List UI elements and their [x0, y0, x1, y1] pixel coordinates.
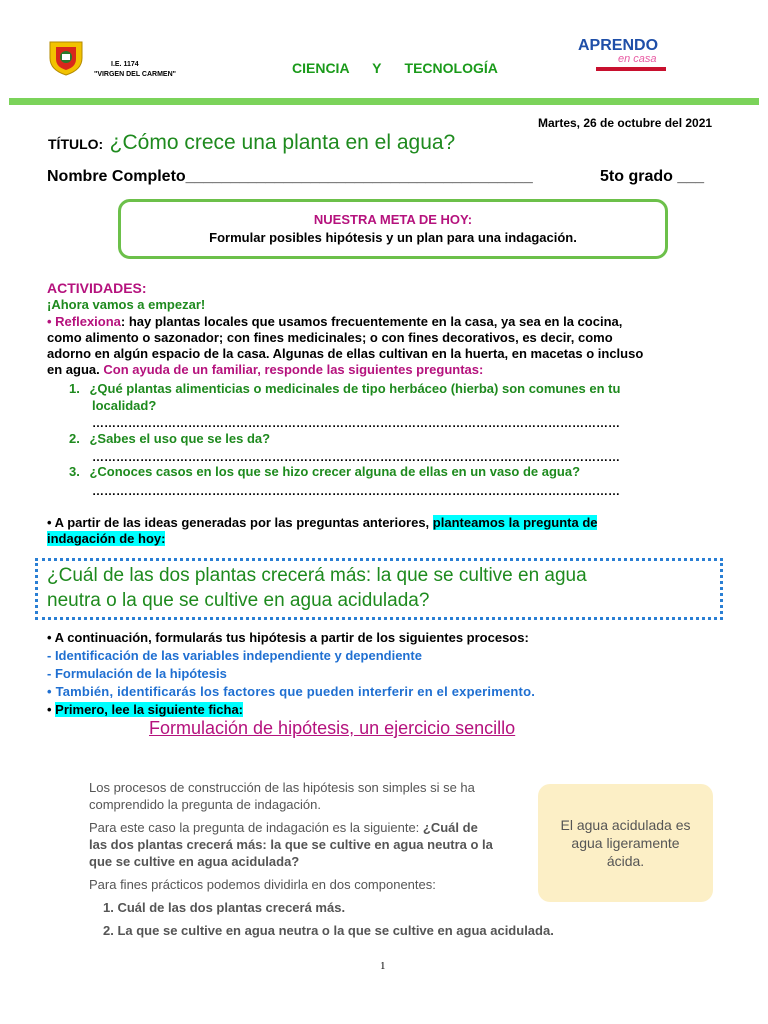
reflect-paragraph: [47, 314, 737, 378]
ficha-p2-bold: ¿Cuál de: [422, 820, 478, 835]
ficha-p1-line-1: Los procesos de construcción de las hipótesis son simples si se ha: [89, 780, 475, 795]
first-instruction-text: Primero, lee la siguiente ficha:: [55, 702, 244, 717]
goal-text: Formular posibles hipótesis y un plan para una indagación.: [209, 230, 577, 245]
hypothesis-item-3: • También, identificarás los factores que pueden interferir en el experimento.: [47, 684, 536, 699]
grade-line: 5to grado ___: [600, 168, 705, 185]
reflect-line-4: en agua.: [47, 362, 100, 377]
ficha-item-1: 1. Cuál de las dos plantas crecerá más.: [103, 900, 346, 915]
question-3-text: ¿Conoces casos en los que se hizo crecer alguna de ellas en un vaso de agua?: [89, 464, 581, 479]
inquiry-intro: [47, 515, 597, 547]
ficha-item-2: 2. La que se cultive en agua neutra o la que se cultive en agua acidulada.: [103, 923, 554, 938]
reflect-label: • Reflexiona: [47, 314, 121, 329]
question-3-number: 3.: [69, 464, 80, 479]
title-label: TÍTULO: [48, 136, 99, 152]
question-2-number: 2.: [69, 431, 80, 446]
en-casa-logo-text: en casa: [618, 53, 657, 65]
title-row: [48, 131, 455, 155]
ficha-p3: Para fines prácticos podemos dividirla en dos componentes:: [89, 877, 436, 892]
school-name: "VIRGEN DEL CARMEN": [94, 71, 176, 78]
ficha-title: Formulación de hipótesis, un ejercicio sencillo: [149, 718, 516, 738]
school-crest-logo: [46, 38, 86, 76]
inquiry-intro-text: • A partir de las ideas generadas por las preguntas anteriores,: [47, 515, 433, 530]
activities-heading: ACTIVIDADES:: [47, 280, 147, 296]
answer-line-2[interactable]: ……………………………………………………………………………………………………………………: [92, 450, 620, 464]
inquiry-intro-highlight: planteamos la pregunta de: [432, 515, 598, 530]
question-1-text: ¿Qué plantas alimenticias o medicinales de tipo herbáceo (hierba) son comunes en tu: [89, 381, 621, 396]
goal-box: [118, 199, 668, 259]
question-1-number: 1.: [69, 381, 80, 396]
ficha-p1-line-2: comprendido la pregunta de indagación.: [89, 797, 322, 812]
name-line: Nombre Completo_______________________________________: [47, 168, 533, 185]
hypothesis-intro: • A continuación, formularás tus hipótesis a partir de los siguientes procesos:: [47, 630, 529, 645]
reflect-instruction: Con ayuda de un familiar, responde las siguientes preguntas:: [99, 362, 484, 377]
question-1-text-2: localidad?: [92, 398, 157, 413]
inquiry-question-line-2: neutra o la que se cultive en agua acidulada?: [47, 590, 430, 611]
reflect-text: : hay plantas locales que usamos frecuentemente en la casa, ya sea en la cocina,: [120, 314, 623, 329]
acidulated-water-note: [538, 784, 713, 902]
question-1: [69, 380, 620, 414]
header-divider: [9, 98, 759, 105]
ficha-p2-line-2: las dos plantas crecerá más: la que se cultive en agua neutra o la: [89, 837, 493, 852]
activities-start: ¡Ahora vamos a empezar!: [47, 297, 206, 312]
school-code: I.E. 1174: [111, 61, 139, 68]
ficha-p2-line-1: Para este caso la pregunta de indagación es la siguiente:: [89, 820, 423, 835]
inquiry-intro-highlight-2: indagación de hoy:: [47, 531, 166, 546]
title-colon: :: [98, 136, 104, 152]
hypothesis-item-1: - Identificación de las variables independiente y dependiente: [47, 648, 422, 663]
aprendo-logo-text: APRENDO: [578, 37, 659, 54]
title-text: ¿Cómo crece una planta en el agua?: [109, 131, 456, 154]
acidulated-water-note-text: El agua acidulada es agua ligeramente ácida.: [560, 817, 691, 869]
answer-line-3[interactable]: ……………………………………………………………………………………………………………………: [92, 484, 620, 498]
hypothesis-item-2: - Formulación de la hipótesis: [47, 666, 227, 681]
date: Martes, 26 de octubre del 2021: [538, 116, 713, 130]
answer-line-1[interactable]: ……………………………………………………………………………………………………………………: [92, 416, 620, 430]
subject-title: CIENCIA Y TECNOLOGÍA: [292, 60, 498, 76]
question-2-text: ¿Sabes el uso que se les da?: [89, 431, 271, 446]
inquiry-question-box: [35, 558, 723, 620]
page-number: 1: [380, 960, 386, 972]
reflect-line-2: como alimento o sazonador; con fines medicinales; o con fines decorativos, es decir, como: [47, 330, 613, 345]
question-3: [69, 464, 580, 479]
first-instruction: [47, 702, 243, 717]
first-bullet: •: [47, 702, 56, 717]
reflect-line-3: adorno en algún espacio de la casa. Algunas de ellas cultivan en la huerta, en macetas o incluso: [47, 346, 644, 361]
inquiry-question-line-1: ¿Cuál de las dos plantas crecerá más: la que se cultive en agua: [47, 565, 587, 586]
aprendo-en-casa-logo: [578, 38, 688, 74]
question-2: [69, 431, 270, 446]
ficha-p2-line-3: que se cultive en agua acidulada?: [89, 854, 300, 869]
ficha-text: [89, 779, 554, 939]
goal-heading: NUESTRA META DE HOY:: [313, 212, 473, 227]
flag-strip: [596, 67, 666, 71]
